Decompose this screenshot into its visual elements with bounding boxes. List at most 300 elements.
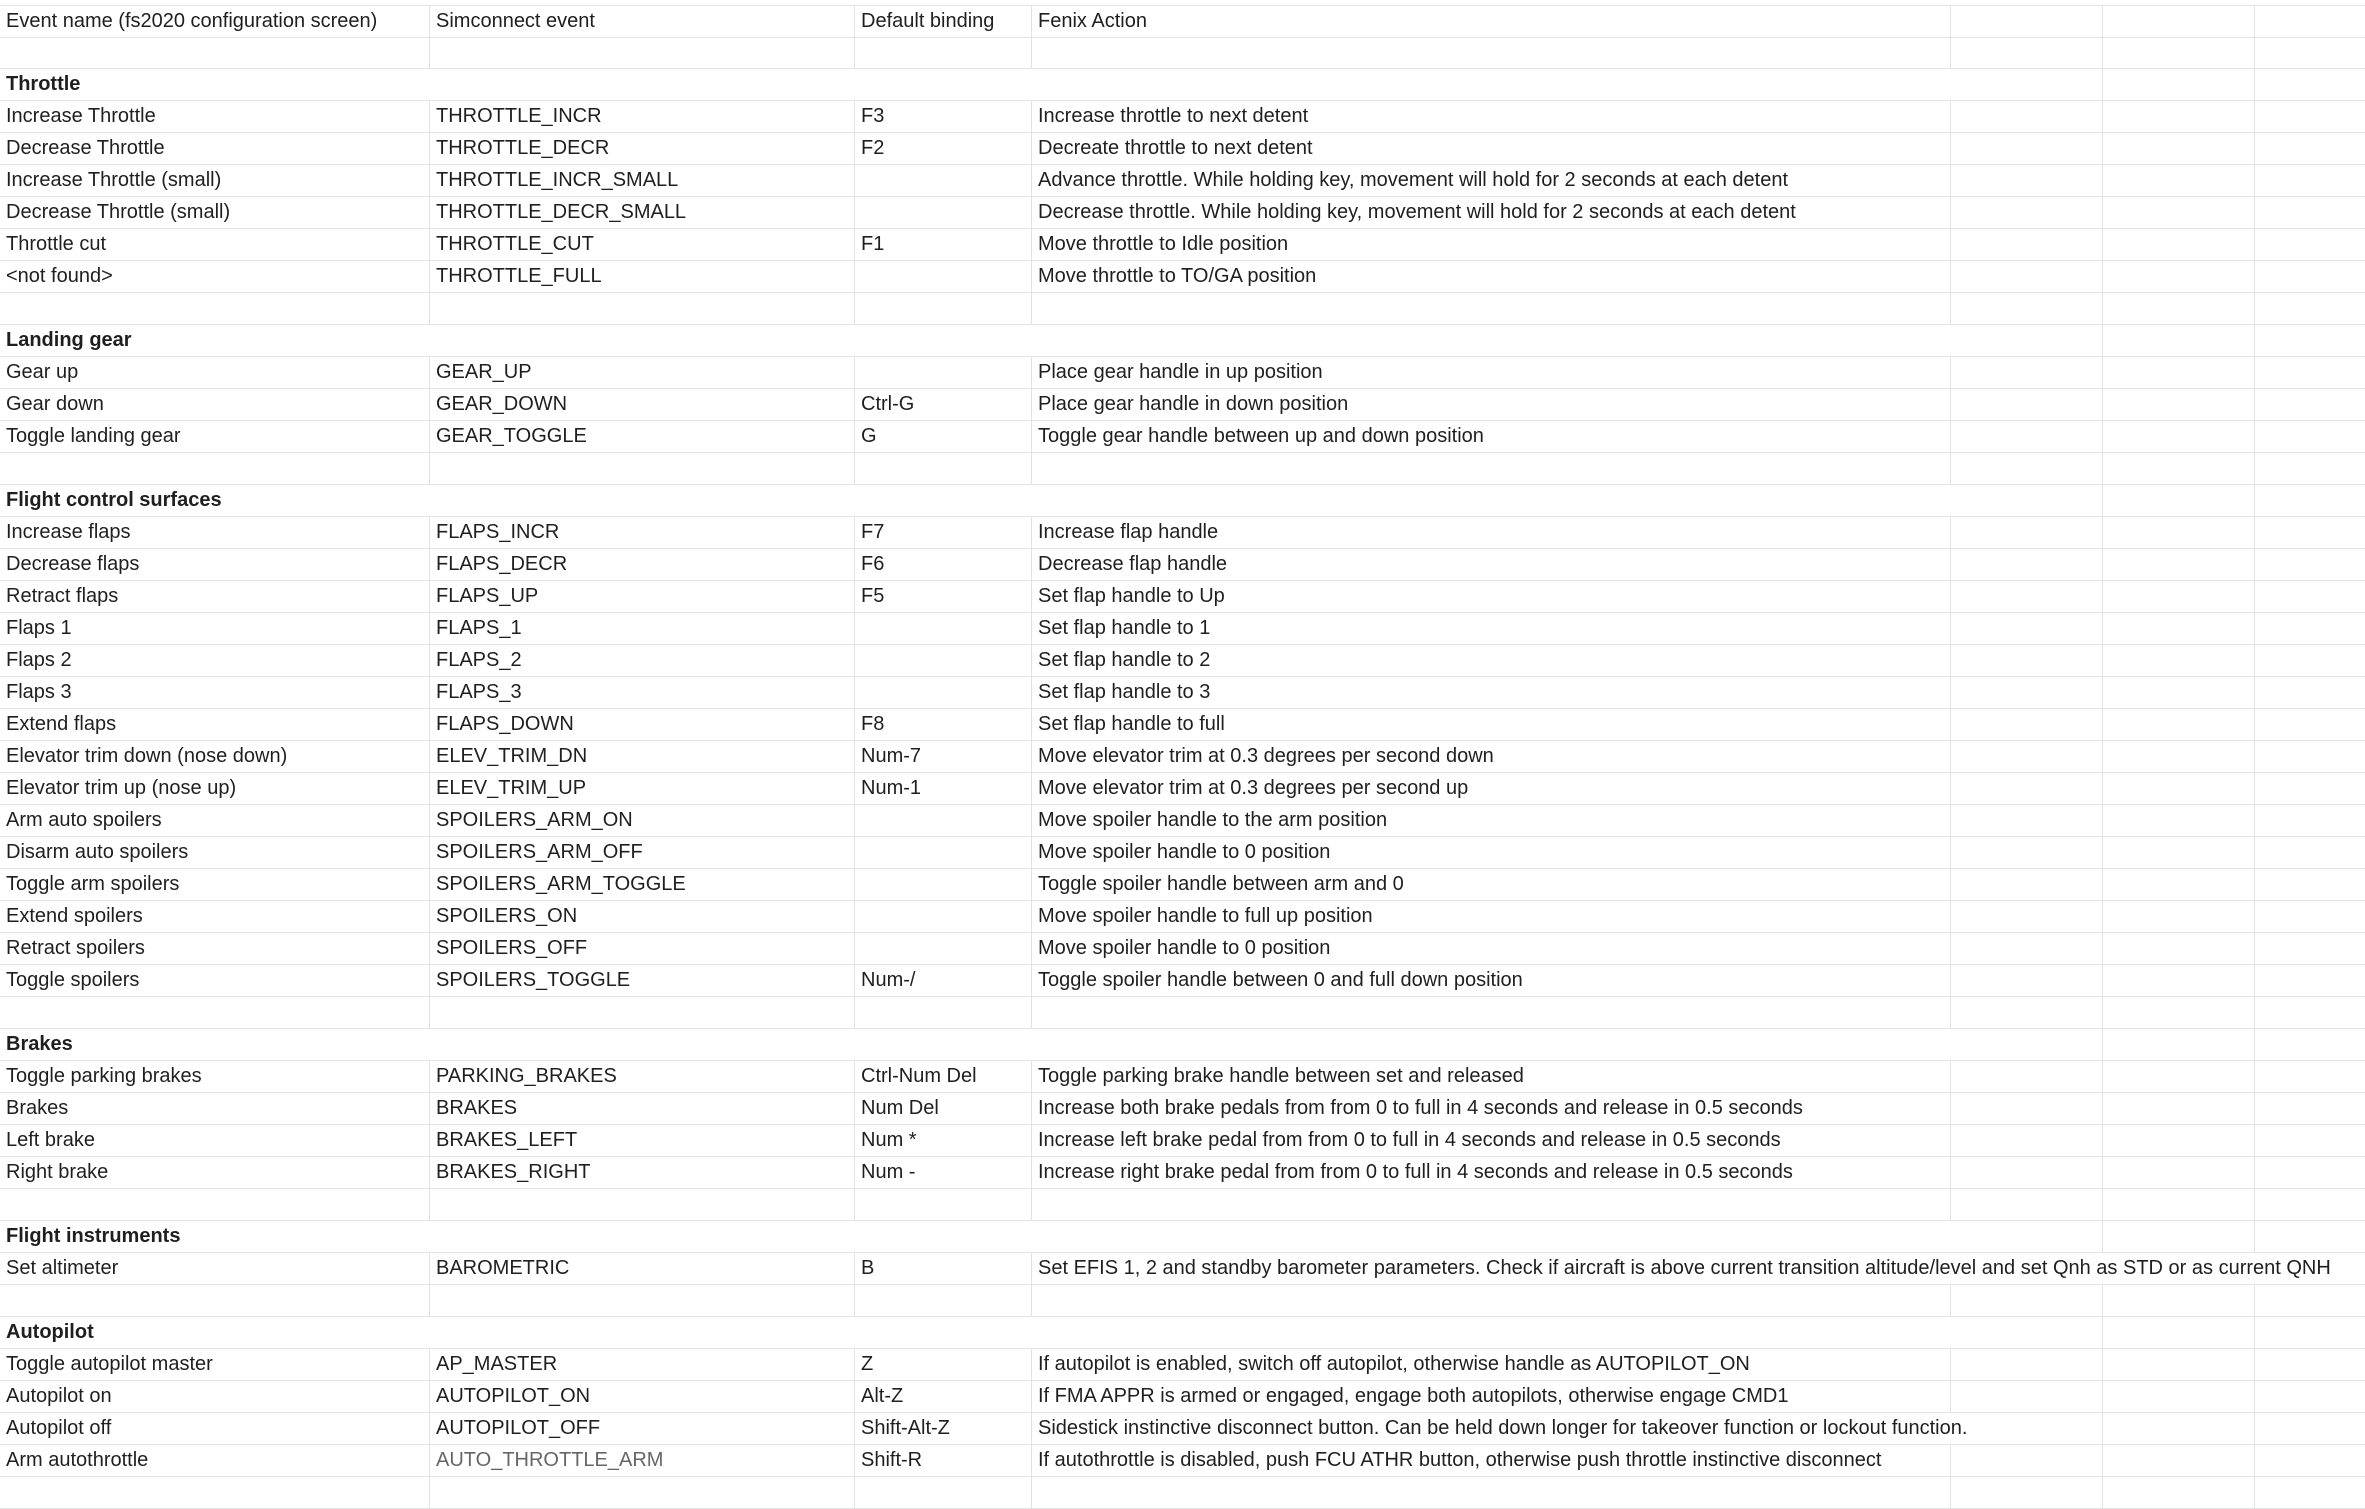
- empty-cell[interactable]: [2255, 1157, 2365, 1189]
- section-title[interactable]: Brakes: [0, 1029, 430, 1061]
- empty-cell[interactable]: [1951, 645, 2103, 677]
- simconnect-cell[interactable]: BRAKES_RIGHT: [430, 1157, 855, 1189]
- action-cell[interactable]: Increase throttle to next detent: [1032, 101, 1951, 133]
- action-cell[interactable]: Toggle gear handle between up and down position: [1032, 421, 1951, 453]
- empty-cell[interactable]: [1951, 1125, 2103, 1157]
- simconnect-cell[interactable]: THROTTLE_INCR: [430, 101, 855, 133]
- binding-cell[interactable]: F8: [855, 709, 1032, 741]
- event-name-cell[interactable]: Increase flaps: [0, 517, 430, 549]
- action-cell[interactable]: Move spoiler handle to 0 position: [1032, 933, 1951, 965]
- empty-cell[interactable]: [2103, 965, 2255, 997]
- empty-cell[interactable]: [855, 1477, 1032, 1509]
- empty-cell[interactable]: [2255, 933, 2365, 965]
- empty-cell[interactable]: [1951, 613, 2103, 645]
- action-cell[interactable]: Increase right brake pedal from from 0 to full in 4 seconds and release in 0.5 seconds: [1032, 1157, 1951, 1189]
- empty-cell[interactable]: [2103, 133, 2255, 165]
- binding-cell[interactable]: F7: [855, 517, 1032, 549]
- action-cell[interactable]: Move elevator trim at 0.3 degrees per second down: [1032, 741, 1951, 773]
- event-name-cell[interactable]: Decrease flaps: [0, 549, 430, 581]
- empty-cell[interactable]: [1951, 517, 2103, 549]
- empty-cell[interactable]: [2103, 293, 2255, 325]
- action-cell[interactable]: If FMA APPR is armed or engaged, engage both autopilots, otherwise engage CMD1: [1032, 1381, 1951, 1413]
- binding-cell[interactable]: [855, 645, 1032, 677]
- empty-cell[interactable]: [1951, 1477, 2103, 1509]
- simconnect-cell[interactable]: SPOILERS_ARM_ON: [430, 805, 855, 837]
- empty-cell[interactable]: [2103, 357, 2255, 389]
- simconnect-cell[interactable]: GEAR_DOWN: [430, 389, 855, 421]
- empty-cell[interactable]: [2103, 581, 2255, 613]
- empty-cell[interactable]: [430, 69, 855, 101]
- simconnect-cell[interactable]: FLAPS_DOWN: [430, 709, 855, 741]
- empty-cell[interactable]: [2103, 1477, 2255, 1509]
- event-name-cell[interactable]: Toggle spoilers: [0, 965, 430, 997]
- empty-cell[interactable]: [2255, 133, 2365, 165]
- empty-cell[interactable]: [2255, 1093, 2365, 1125]
- header-cell-simconnect[interactable]: Simconnect event: [430, 6, 855, 38]
- empty-cell[interactable]: [2103, 325, 2255, 357]
- empty-cell[interactable]: [2255, 645, 2365, 677]
- empty-cell[interactable]: [1951, 261, 2103, 293]
- action-cell[interactable]: Toggle spoiler handle between 0 and full down position: [1032, 965, 1951, 997]
- empty-cell[interactable]: [1032, 37, 1951, 69]
- empty-cell[interactable]: [2103, 1285, 2255, 1317]
- action-cell[interactable]: Increase left brake pedal from from 0 to full in 4 seconds and release in 0.5 seconds: [1032, 1125, 1951, 1157]
- binding-cell[interactable]: F6: [855, 549, 1032, 581]
- action-cell[interactable]: Move spoiler handle to full up position: [1032, 901, 1951, 933]
- empty-cell[interactable]: [430, 485, 855, 517]
- binding-cell[interactable]: B: [855, 1253, 1032, 1285]
- empty-cell[interactable]: [1032, 293, 1951, 325]
- empty-cell[interactable]: [1951, 837, 2103, 869]
- simconnect-cell[interactable]: THROTTLE_INCR_SMALL: [430, 165, 855, 197]
- empty-cell[interactable]: [2255, 1413, 2365, 1445]
- empty-cell[interactable]: [855, 485, 1032, 517]
- empty-cell[interactable]: [430, 1189, 855, 1221]
- empty-cell[interactable]: [0, 1477, 430, 1509]
- empty-cell[interactable]: [0, 453, 430, 485]
- binding-cell[interactable]: [855, 357, 1032, 389]
- empty-cell[interactable]: [0, 997, 430, 1029]
- empty-cell[interactable]: [2255, 1477, 2365, 1509]
- empty-cell[interactable]: [2255, 389, 2365, 421]
- empty-cell[interactable]: [2255, 773, 2365, 805]
- event-name-cell[interactable]: Extend flaps: [0, 709, 430, 741]
- section-title[interactable]: Flight instruments: [0, 1221, 430, 1253]
- empty-cell[interactable]: [2103, 1317, 2255, 1349]
- empty-cell[interactable]: [2103, 933, 2255, 965]
- event-name-cell[interactable]: Retract flaps: [0, 581, 430, 613]
- action-cell[interactable]: Set flap handle to full: [1032, 709, 1951, 741]
- action-cell[interactable]: If autothrottle is disabled, push FCU ATHR button, otherwise push throttle instinctive disconnect: [1032, 1445, 1951, 1477]
- empty-cell[interactable]: [1951, 1381, 2103, 1413]
- empty-cell[interactable]: [2103, 1221, 2255, 1253]
- empty-cell[interactable]: [2103, 1413, 2255, 1445]
- empty-cell[interactable]: [2103, 677, 2255, 709]
- simconnect-cell[interactable]: BAROMETRIC: [430, 1253, 855, 1285]
- empty-cell[interactable]: [2255, 997, 2365, 1029]
- empty-cell[interactable]: [1032, 69, 1951, 101]
- empty-cell[interactable]: [1951, 293, 2103, 325]
- event-name-cell[interactable]: Arm auto spoilers: [0, 805, 430, 837]
- event-name-cell[interactable]: Flaps 2: [0, 645, 430, 677]
- empty-cell[interactable]: [2255, 1317, 2365, 1349]
- action-cell[interactable]: Move elevator trim at 0.3 degrees per second up: [1032, 773, 1951, 805]
- empty-cell[interactable]: [430, 293, 855, 325]
- action-cell[interactable]: Increase flap handle: [1032, 517, 1951, 549]
- action-cell[interactable]: Toggle spoiler handle between arm and 0: [1032, 869, 1951, 901]
- section-title[interactable]: Landing gear: [0, 325, 430, 357]
- action-cell[interactable]: Advance throttle. While holding key, movement will hold for 2 seconds at each detent: [1032, 165, 1951, 197]
- event-name-cell[interactable]: Toggle arm spoilers: [0, 869, 430, 901]
- binding-cell[interactable]: [855, 613, 1032, 645]
- empty-cell[interactable]: [2255, 229, 2365, 261]
- empty-cell[interactable]: [2255, 421, 2365, 453]
- event-name-cell[interactable]: Brakes: [0, 1093, 430, 1125]
- empty-cell[interactable]: [2255, 869, 2365, 901]
- simconnect-cell[interactable]: FLAPS_2: [430, 645, 855, 677]
- empty-cell[interactable]: [1951, 421, 2103, 453]
- simconnect-cell[interactable]: FLAPS_INCR: [430, 517, 855, 549]
- action-cell[interactable]: Move throttle to TO/GA position: [1032, 261, 1951, 293]
- empty-cell[interactable]: [1951, 1349, 2103, 1381]
- empty-cell[interactable]: [2103, 421, 2255, 453]
- empty-cell[interactable]: [2103, 6, 2255, 38]
- empty-cell[interactable]: [1951, 901, 2103, 933]
- empty-cell[interactable]: [2103, 197, 2255, 229]
- simconnect-cell[interactable]: ELEV_TRIM_DN: [430, 741, 855, 773]
- empty-cell[interactable]: [2103, 613, 2255, 645]
- header-cell-binding[interactable]: Default binding: [855, 6, 1032, 38]
- empty-cell[interactable]: [855, 69, 1032, 101]
- empty-cell[interactable]: [0, 1285, 430, 1317]
- simconnect-cell[interactable]: PARKING_BRAKES: [430, 1061, 855, 1093]
- empty-cell[interactable]: [2255, 1125, 2365, 1157]
- action-cell[interactable]: Set flap handle to Up: [1032, 581, 1951, 613]
- simconnect-cell[interactable]: THROTTLE_CUT: [430, 229, 855, 261]
- action-cell[interactable]: Set flap handle to 3: [1032, 677, 1951, 709]
- event-name-cell[interactable]: Throttle cut: [0, 229, 430, 261]
- empty-cell[interactable]: [855, 325, 1032, 357]
- empty-cell[interactable]: [2255, 37, 2365, 69]
- empty-cell[interactable]: [2255, 1349, 2365, 1381]
- empty-cell[interactable]: [2255, 1285, 2365, 1317]
- empty-cell[interactable]: [2103, 997, 2255, 1029]
- simconnect-cell[interactable]: AP_MASTER: [430, 1349, 855, 1381]
- action-cell[interactable]: Move spoiler handle to 0 position: [1032, 837, 1951, 869]
- simconnect-cell[interactable]: FLAPS_1: [430, 613, 855, 645]
- empty-cell[interactable]: [2255, 1445, 2365, 1477]
- empty-cell[interactable]: [2103, 869, 2255, 901]
- empty-cell[interactable]: [1951, 1317, 2103, 1349]
- section-title[interactable]: Flight control surfaces: [0, 485, 430, 517]
- empty-cell[interactable]: [2255, 1061, 2365, 1093]
- empty-cell[interactable]: [2255, 1221, 2365, 1253]
- empty-cell[interactable]: [2103, 645, 2255, 677]
- empty-cell[interactable]: [2103, 709, 2255, 741]
- simconnect-cell[interactable]: THROTTLE_DECR: [430, 133, 855, 165]
- event-name-cell[interactable]: Gear up: [0, 357, 430, 389]
- empty-cell[interactable]: [430, 1221, 855, 1253]
- action-cell[interactable]: Move spoiler handle to the arm position: [1032, 805, 1951, 837]
- empty-cell[interactable]: [2255, 6, 2365, 38]
- action-cell[interactable]: Set flap handle to 1: [1032, 613, 1951, 645]
- event-name-cell[interactable]: Left brake: [0, 1125, 430, 1157]
- empty-cell[interactable]: [1951, 997, 2103, 1029]
- event-name-cell[interactable]: Autopilot off: [0, 1413, 430, 1445]
- empty-cell[interactable]: [1032, 485, 1951, 517]
- empty-cell[interactable]: [430, 1029, 855, 1061]
- header-cell-event-name[interactable]: Event name (fs2020 configuration screen): [0, 6, 430, 38]
- empty-cell[interactable]: [1951, 677, 2103, 709]
- empty-cell[interactable]: [2255, 69, 2365, 101]
- binding-cell[interactable]: Z: [855, 1349, 1032, 1381]
- event-name-cell[interactable]: Autopilot on: [0, 1381, 430, 1413]
- empty-cell[interactable]: [2103, 549, 2255, 581]
- simconnect-cell[interactable]: BRAKES: [430, 1093, 855, 1125]
- empty-cell[interactable]: [1951, 1445, 2103, 1477]
- binding-cell[interactable]: Num Del: [855, 1093, 1032, 1125]
- event-name-cell[interactable]: Increase Throttle (small): [0, 165, 430, 197]
- empty-cell[interactable]: [2103, 773, 2255, 805]
- empty-cell[interactable]: [2103, 389, 2255, 421]
- section-title[interactable]: Throttle: [0, 69, 430, 101]
- binding-cell[interactable]: F2: [855, 133, 1032, 165]
- empty-cell[interactable]: [2103, 1381, 2255, 1413]
- empty-cell[interactable]: [1951, 1221, 2103, 1253]
- empty-cell[interactable]: [2255, 965, 2365, 997]
- empty-cell[interactable]: [1951, 485, 2103, 517]
- binding-cell[interactable]: Ctrl-G: [855, 389, 1032, 421]
- simconnect-cell[interactable]: ELEV_TRIM_UP: [430, 773, 855, 805]
- action-cell[interactable]: Move throttle to Idle position: [1032, 229, 1951, 261]
- event-name-cell[interactable]: Extend spoilers: [0, 901, 430, 933]
- binding-cell[interactable]: F5: [855, 581, 1032, 613]
- simconnect-cell[interactable]: AUTO_THROTTLE_ARM: [430, 1445, 855, 1477]
- simconnect-cell[interactable]: THROTTLE_DECR_SMALL: [430, 197, 855, 229]
- empty-cell[interactable]: [2255, 837, 2365, 869]
- simconnect-cell[interactable]: FLAPS_DECR: [430, 549, 855, 581]
- action-cell[interactable]: Decrease throttle. While holding key, movement will hold for 2 seconds at each detent: [1032, 197, 1951, 229]
- empty-cell[interactable]: [430, 1317, 855, 1349]
- simconnect-cell[interactable]: AUTOPILOT_ON: [430, 1381, 855, 1413]
- empty-cell[interactable]: [2255, 1189, 2365, 1221]
- empty-cell[interactable]: [2255, 293, 2365, 325]
- empty-cell[interactable]: [430, 1285, 855, 1317]
- empty-cell[interactable]: [855, 453, 1032, 485]
- event-name-cell[interactable]: Retract spoilers: [0, 933, 430, 965]
- binding-cell[interactable]: [855, 197, 1032, 229]
- empty-cell[interactable]: [1032, 1221, 1951, 1253]
- empty-cell[interactable]: [2255, 325, 2365, 357]
- empty-cell[interactable]: [1951, 741, 2103, 773]
- binding-cell[interactable]: [855, 165, 1032, 197]
- binding-cell[interactable]: Num-1: [855, 773, 1032, 805]
- empty-cell[interactable]: [2255, 357, 2365, 389]
- empty-cell[interactable]: [855, 1285, 1032, 1317]
- empty-cell[interactable]: [2103, 453, 2255, 485]
- empty-cell[interactable]: [1032, 1029, 1951, 1061]
- event-name-cell[interactable]: Toggle autopilot master: [0, 1349, 430, 1381]
- empty-cell[interactable]: [2103, 1125, 2255, 1157]
- simconnect-cell[interactable]: SPOILERS_ARM_TOGGLE: [430, 869, 855, 901]
- event-name-cell[interactable]: Right brake: [0, 1157, 430, 1189]
- section-title[interactable]: Autopilot: [0, 1317, 430, 1349]
- simconnect-cell[interactable]: THROTTLE_FULL: [430, 261, 855, 293]
- binding-cell[interactable]: [855, 933, 1032, 965]
- empty-cell[interactable]: [2255, 453, 2365, 485]
- empty-cell[interactable]: [2103, 101, 2255, 133]
- empty-cell[interactable]: [2103, 69, 2255, 101]
- empty-cell[interactable]: [2103, 1349, 2255, 1381]
- empty-cell[interactable]: [2255, 485, 2365, 517]
- empty-cell[interactable]: [0, 1189, 430, 1221]
- binding-cell[interactable]: Num-7: [855, 741, 1032, 773]
- empty-cell[interactable]: [1032, 1189, 1951, 1221]
- event-name-cell[interactable]: <not found>: [0, 261, 430, 293]
- empty-cell[interactable]: [2103, 837, 2255, 869]
- empty-cell[interactable]: [1951, 1157, 2103, 1189]
- event-name-cell[interactable]: Disarm auto spoilers: [0, 837, 430, 869]
- empty-cell[interactable]: [2255, 517, 2365, 549]
- event-name-cell[interactable]: Arm autothrottle: [0, 1445, 430, 1477]
- empty-cell[interactable]: [2255, 901, 2365, 933]
- event-name-cell[interactable]: Toggle landing gear: [0, 421, 430, 453]
- empty-cell[interactable]: [430, 325, 855, 357]
- empty-cell[interactable]: [855, 293, 1032, 325]
- empty-cell[interactable]: [855, 1221, 1032, 1253]
- empty-cell[interactable]: [2103, 37, 2255, 69]
- event-name-cell[interactable]: Flaps 3: [0, 677, 430, 709]
- event-name-cell[interactable]: Decrease Throttle (small): [0, 197, 430, 229]
- simconnect-cell[interactable]: SPOILERS_ARM_OFF: [430, 837, 855, 869]
- empty-cell[interactable]: [2255, 197, 2365, 229]
- empty-cell[interactable]: [2103, 1189, 2255, 1221]
- simconnect-cell[interactable]: FLAPS_UP: [430, 581, 855, 613]
- action-cell[interactable]: Set EFIS 1, 2 and standby barometer parameters. Check if aircraft is above current transition altitude/level and set Qnh as STD or as current QNH: [1032, 1253, 2365, 1285]
- action-cell[interactable]: Sidestick instinctive disconnect button. Can be held down longer for takeover function or lockout function.: [1032, 1413, 2103, 1445]
- empty-cell[interactable]: [1951, 389, 2103, 421]
- empty-cell[interactable]: [2103, 901, 2255, 933]
- empty-cell[interactable]: [2255, 677, 2365, 709]
- empty-cell[interactable]: [430, 1477, 855, 1509]
- binding-cell[interactable]: Num-/: [855, 965, 1032, 997]
- empty-cell[interactable]: [2255, 709, 2365, 741]
- empty-cell[interactable]: [1951, 869, 2103, 901]
- action-cell[interactable]: Toggle parking brake handle between set and released: [1032, 1061, 1951, 1093]
- empty-cell[interactable]: [1951, 773, 2103, 805]
- empty-cell[interactable]: [855, 1317, 1032, 1349]
- event-name-cell[interactable]: Elevator trim up (nose up): [0, 773, 430, 805]
- empty-cell[interactable]: [2103, 1157, 2255, 1189]
- empty-cell[interactable]: [1951, 965, 2103, 997]
- simconnect-cell[interactable]: AUTOPILOT_OFF: [430, 1413, 855, 1445]
- empty-cell[interactable]: [2103, 485, 2255, 517]
- event-name-cell[interactable]: Flaps 1: [0, 613, 430, 645]
- event-name-cell[interactable]: Decrease Throttle: [0, 133, 430, 165]
- empty-cell[interactable]: [1951, 133, 2103, 165]
- empty-cell[interactable]: [2103, 261, 2255, 293]
- action-cell[interactable]: Set flap handle to 2: [1032, 645, 1951, 677]
- empty-cell[interactable]: [2103, 165, 2255, 197]
- empty-cell[interactable]: [1951, 1285, 2103, 1317]
- empty-cell[interactable]: [855, 1029, 1032, 1061]
- empty-cell[interactable]: [2103, 1445, 2255, 1477]
- binding-cell[interactable]: Num *: [855, 1125, 1032, 1157]
- empty-cell[interactable]: [1951, 101, 2103, 133]
- empty-cell[interactable]: [2103, 741, 2255, 773]
- empty-cell[interactable]: [2255, 101, 2365, 133]
- action-cell[interactable]: Decrease flap handle: [1032, 549, 1951, 581]
- empty-cell[interactable]: [1951, 357, 2103, 389]
- empty-cell[interactable]: [855, 37, 1032, 69]
- empty-cell[interactable]: [1951, 37, 2103, 69]
- action-cell[interactable]: Increase both brake pedals from from 0 to full in 4 seconds and release in 0.5 seconds: [1032, 1093, 1951, 1125]
- action-cell[interactable]: Decreate throttle to next detent: [1032, 133, 1951, 165]
- binding-cell[interactable]: Alt-Z: [855, 1381, 1032, 1413]
- event-name-cell[interactable]: Increase Throttle: [0, 101, 430, 133]
- empty-cell[interactable]: [2255, 1029, 2365, 1061]
- empty-cell[interactable]: [1951, 1093, 2103, 1125]
- binding-cell[interactable]: [855, 869, 1032, 901]
- empty-cell[interactable]: [2103, 517, 2255, 549]
- empty-cell[interactable]: [430, 37, 855, 69]
- empty-cell[interactable]: [1951, 165, 2103, 197]
- empty-cell[interactable]: [2103, 1029, 2255, 1061]
- empty-cell[interactable]: [1951, 1029, 2103, 1061]
- binding-cell[interactable]: Shift-Alt-Z: [855, 1413, 1032, 1445]
- empty-cell[interactable]: [855, 1189, 1032, 1221]
- empty-cell[interactable]: [1032, 1477, 1951, 1509]
- empty-cell[interactable]: [1951, 1061, 2103, 1093]
- event-name-cell[interactable]: Elevator trim down (nose down): [0, 741, 430, 773]
- empty-cell[interactable]: [1951, 709, 2103, 741]
- empty-cell[interactable]: [1951, 69, 2103, 101]
- empty-cell[interactable]: [1951, 581, 2103, 613]
- empty-cell[interactable]: [2255, 581, 2365, 613]
- empty-cell[interactable]: [430, 453, 855, 485]
- empty-cell[interactable]: [1032, 325, 1951, 357]
- empty-cell[interactable]: [1951, 453, 2103, 485]
- binding-cell[interactable]: [855, 901, 1032, 933]
- binding-cell[interactable]: Shift-R: [855, 1445, 1032, 1477]
- empty-cell[interactable]: [2255, 165, 2365, 197]
- empty-cell[interactable]: [1951, 325, 2103, 357]
- empty-cell[interactable]: [2255, 805, 2365, 837]
- empty-cell[interactable]: [2255, 261, 2365, 293]
- empty-cell[interactable]: [2103, 805, 2255, 837]
- event-name-cell[interactable]: Set altimeter: [0, 1253, 430, 1285]
- empty-cell[interactable]: [1032, 1317, 1951, 1349]
- binding-cell[interactable]: Ctrl-Num Del: [855, 1061, 1032, 1093]
- binding-cell[interactable]: F3: [855, 101, 1032, 133]
- empty-cell[interactable]: [1032, 453, 1951, 485]
- empty-cell[interactable]: [0, 293, 430, 325]
- empty-cell[interactable]: [1951, 805, 2103, 837]
- empty-cell[interactable]: [1032, 997, 1951, 1029]
- binding-cell[interactable]: G: [855, 421, 1032, 453]
- simconnect-cell[interactable]: GEAR_UP: [430, 357, 855, 389]
- binding-cell[interactable]: [855, 837, 1032, 869]
- empty-cell[interactable]: [1951, 197, 2103, 229]
- empty-cell[interactable]: [855, 997, 1032, 1029]
- empty-cell[interactable]: [2255, 613, 2365, 645]
- binding-cell[interactable]: [855, 677, 1032, 709]
- binding-cell[interactable]: Num -: [855, 1157, 1032, 1189]
- binding-cell[interactable]: [855, 261, 1032, 293]
- simconnect-cell[interactable]: SPOILERS_TOGGLE: [430, 965, 855, 997]
- empty-cell[interactable]: [1951, 933, 2103, 965]
- simconnect-cell[interactable]: GEAR_TOGGLE: [430, 421, 855, 453]
